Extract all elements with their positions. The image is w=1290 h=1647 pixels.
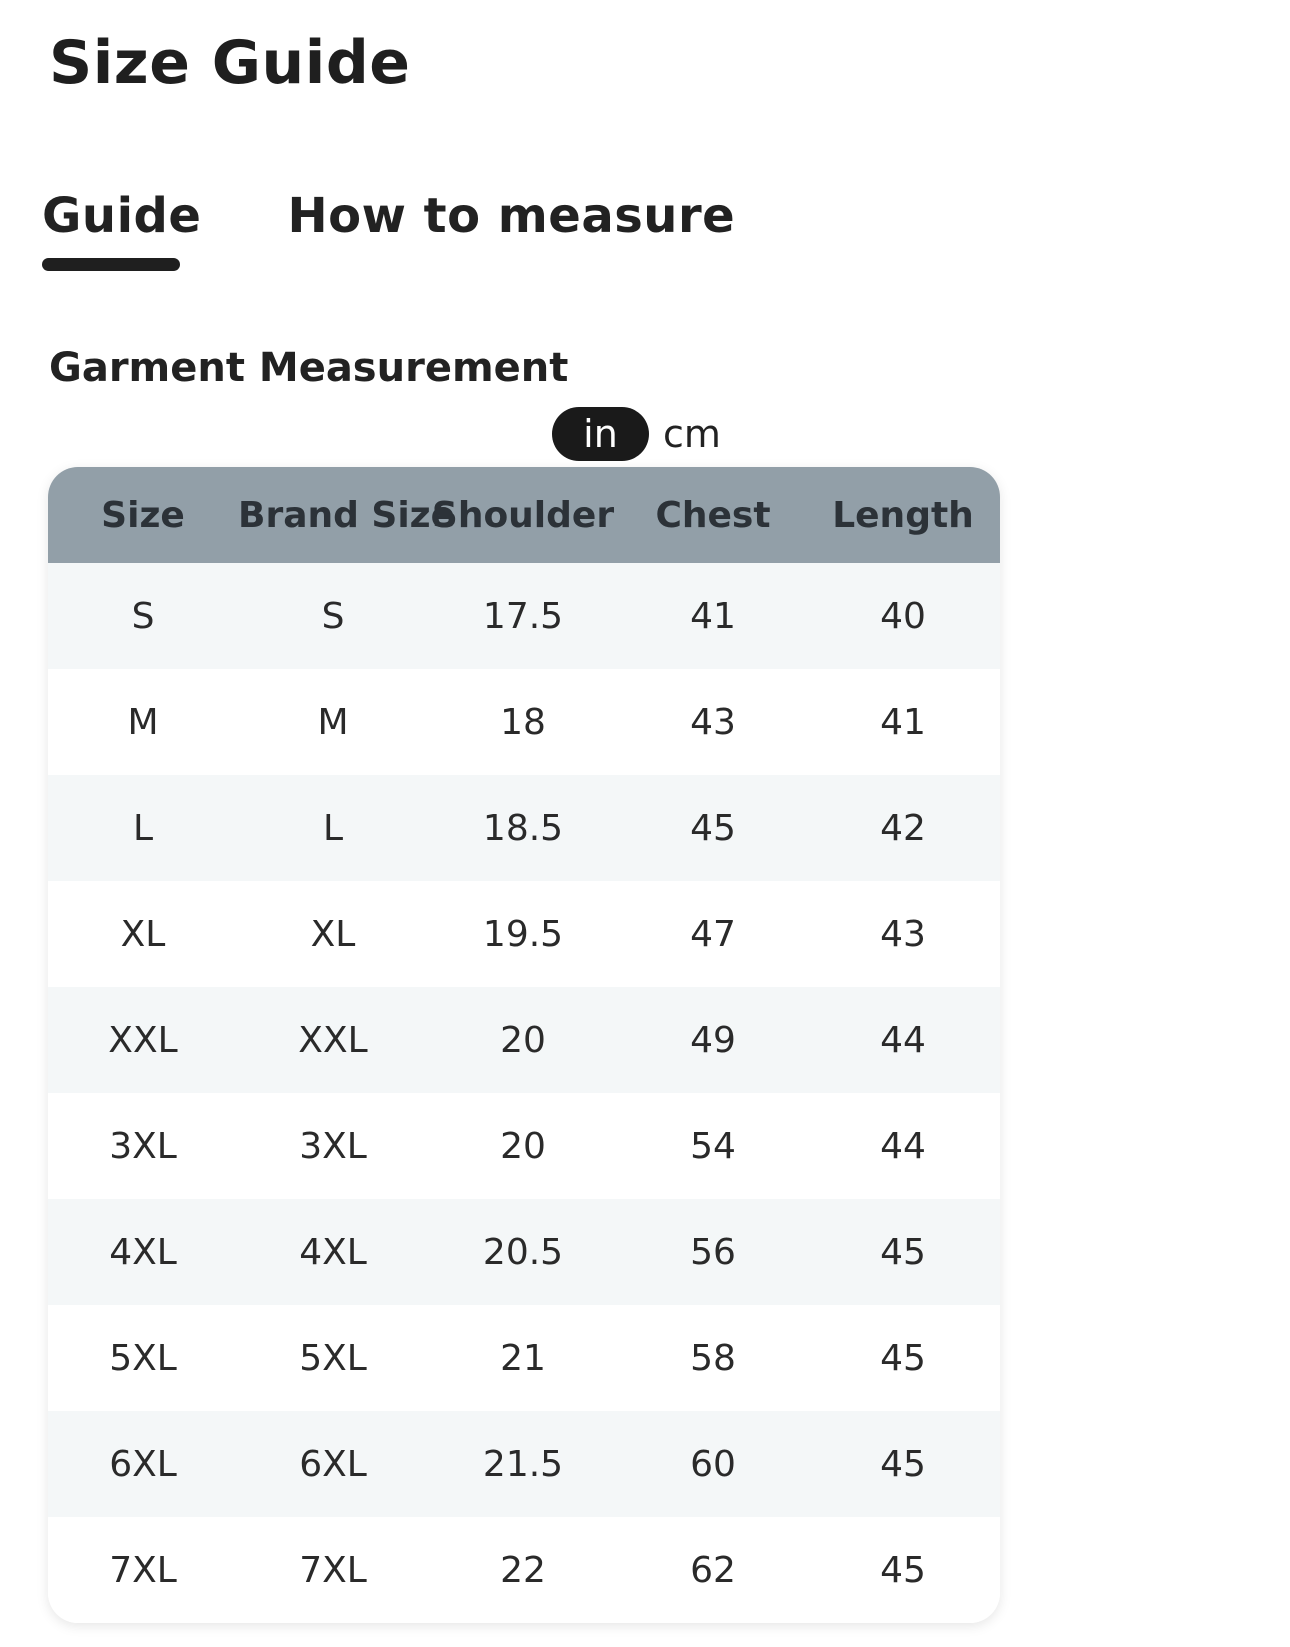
cell-brand-size: 7XL (299, 1549, 367, 1591)
cell-chest: 62 (690, 1549, 736, 1591)
tab-how-to-measure-label: How to measure (287, 188, 736, 244)
header-brand-size: Brand Size (238, 494, 456, 536)
cell-size: L (132, 807, 154, 849)
cell-size: S (131, 595, 155, 637)
cell-chest: 43 (690, 701, 736, 743)
cell-brand-size: 5XL (299, 1337, 367, 1379)
cell-shoulder: 18.5 (482, 807, 564, 849)
cell-shoulder: 17.5 (482, 595, 564, 637)
cell-length: 45 (880, 1443, 926, 1485)
cell-brand-size: L (322, 807, 344, 849)
tab-guide[interactable] (42, 180, 201, 280)
header-length: Length (832, 494, 974, 536)
cell-chest: 49 (690, 1019, 736, 1061)
cell-length: 45 (880, 1337, 926, 1379)
table-row (48, 775, 1000, 881)
table-row (48, 1305, 1000, 1411)
cell-length: 41 (880, 701, 926, 743)
cell-size: 7XL (109, 1549, 177, 1591)
cell-length: 45 (880, 1549, 926, 1591)
cell-chest: 47 (690, 913, 736, 955)
cell-size: 5XL (109, 1337, 177, 1379)
table-row (48, 1093, 1000, 1199)
section-title: Garment Measurement (49, 345, 569, 391)
table-row (48, 1411, 1000, 1517)
table-row (48, 1199, 1000, 1305)
cell-brand-size: XL (310, 913, 356, 955)
cell-size: 6XL (109, 1443, 177, 1485)
cell-shoulder: 21.5 (482, 1443, 564, 1485)
cell-size: XXL (108, 1019, 178, 1061)
table-row (48, 1517, 1000, 1623)
cell-chest: 45 (690, 807, 736, 849)
page-title: Size Guide (49, 28, 411, 98)
cell-shoulder: 19.5 (482, 913, 564, 955)
tab-bar (42, 180, 735, 280)
table-row (48, 669, 1000, 775)
cell-chest: 58 (690, 1337, 736, 1379)
cell-chest: 41 (690, 595, 736, 637)
cell-shoulder: 21 (500, 1337, 546, 1379)
cell-size: M (127, 701, 159, 743)
active-tab-indicator (42, 258, 180, 271)
cell-chest: 56 (690, 1231, 736, 1273)
table-row (48, 987, 1000, 1093)
cell-length: 43 (880, 913, 926, 955)
cell-chest: 60 (690, 1443, 736, 1485)
cell-shoulder: 20 (500, 1125, 546, 1167)
cell-brand-size: M (317, 701, 349, 743)
cell-size: 4XL (109, 1231, 177, 1273)
unit-in-button[interactable]: in (552, 407, 649, 461)
cell-chest: 54 (690, 1125, 736, 1167)
header-shoulder: Shoulder (431, 494, 615, 536)
size-table (48, 467, 1000, 1623)
cell-size: XL (120, 913, 166, 955)
cell-length: 42 (880, 807, 926, 849)
table-header (48, 467, 1000, 563)
cell-brand-size: 6XL (299, 1443, 367, 1485)
tab-how-to-measure[interactable] (287, 180, 735, 280)
cell-length: 40 (880, 595, 926, 637)
header-size: Size (101, 494, 185, 536)
cell-shoulder: 22 (500, 1549, 546, 1591)
cell-length: 44 (880, 1125, 926, 1167)
table-row (48, 881, 1000, 987)
cell-brand-size: 3XL (299, 1125, 367, 1167)
table-body (48, 563, 1000, 1623)
cell-length: 45 (880, 1231, 926, 1273)
cell-size: 3XL (109, 1125, 177, 1167)
cell-shoulder: 18 (500, 701, 546, 743)
table-row (48, 563, 1000, 669)
cell-length: 44 (880, 1019, 926, 1061)
tab-guide-label: Guide (42, 188, 202, 244)
cell-shoulder: 20 (500, 1019, 546, 1061)
unit-toggle (552, 407, 721, 461)
cell-shoulder: 20.5 (482, 1231, 564, 1273)
cell-brand-size: S (321, 595, 345, 637)
cell-brand-size: XXL (298, 1019, 368, 1061)
unit-cm-button[interactable]: cm (663, 412, 721, 456)
header-chest: Chest (655, 494, 771, 536)
cell-brand-size: 4XL (299, 1231, 367, 1273)
